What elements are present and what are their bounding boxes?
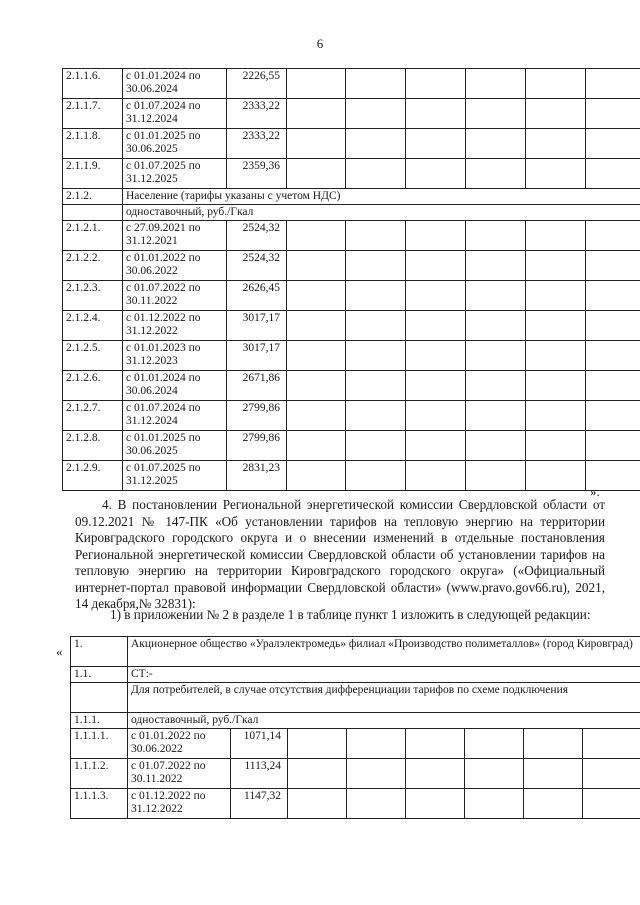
empty-cell (466, 401, 526, 431)
empty-cell (586, 311, 640, 341)
row-tariff-value: 1147,32 (231, 789, 288, 819)
empty-cell (406, 99, 466, 129)
empty-cell (346, 431, 406, 461)
empty-cell (346, 251, 406, 281)
empty-cell (465, 729, 524, 759)
empty-cell (465, 759, 524, 789)
row-tariff-value: 3017,17 (227, 341, 287, 371)
empty-cell (526, 99, 586, 129)
row-code: 1.1.1.3. (71, 789, 128, 819)
empty-cell (526, 221, 586, 251)
empty-cell (406, 341, 466, 371)
tariff-table-continued (62, 68, 640, 491)
table-row (71, 759, 640, 789)
empty-cell (346, 281, 406, 311)
empty-cell (346, 461, 406, 491)
period-end: 30.06.2022 (126, 265, 178, 277)
paragraph-4: 4. В постановлении Региональной энергетической комиссии Свердловской области от 09.12.2021 № 147-ПК «Об установлении тарифов на тепловую энергию на территории Кировградского городского округа и о внесении изменений в отдельные постановления Региональной энергетической комиссии Свердловской области об установлении тарифов на тепловую энергию на территории Кировградского городского округа» («Официальный интернет-портал правовой информации Свердловской области» (www.pravo.gov66.ru), 2021, 14 декабря,№ 32831): (75, 497, 605, 611)
row-code: 2.1.2.6. (63, 371, 123, 401)
period-end: 31.12.2021 (126, 235, 178, 247)
empty-cell (466, 69, 526, 99)
empty-cell (406, 129, 466, 159)
section-code: 2.1.2. (63, 189, 123, 205)
empty-cell (406, 69, 466, 99)
row-period (123, 311, 227, 341)
empty-cell (406, 461, 466, 491)
table-row (63, 99, 640, 129)
row-code: 2.1.2.5. (63, 341, 123, 371)
empty-cell (586, 341, 640, 371)
empty-cell (583, 729, 640, 759)
empty-cell (465, 789, 524, 819)
row-period (123, 281, 227, 311)
empty-cell (346, 401, 406, 431)
empty-cell (346, 311, 406, 341)
closing-quote: ». (590, 484, 600, 499)
empty-cell (347, 759, 406, 789)
empty-cell (526, 461, 586, 491)
empty-cell (524, 729, 583, 759)
table-row (71, 729, 640, 759)
period-end: 30.11.2022 (131, 773, 183, 785)
period-end: 31.12.2025 (126, 173, 178, 185)
empty-cell (346, 341, 406, 371)
row-tariff-value: 2799,86 (227, 431, 287, 461)
table-row (63, 69, 640, 99)
table-row (63, 341, 640, 371)
section-subtitle: одноставочный, руб./Гкал (123, 205, 640, 221)
empty-cell (526, 341, 586, 371)
period-end: 31.12.2022 (126, 325, 178, 337)
period-start: с 01.12.2022 по (131, 790, 206, 802)
empty-cell (288, 759, 347, 789)
row-period (123, 251, 227, 281)
empty-cell (406, 789, 465, 819)
period-start: с 01.01.2022 по (126, 252, 201, 264)
period-start: с 01.07.2025 по (126, 462, 201, 474)
row-code: 2.1.2.4. (63, 311, 123, 341)
org-name: Акционерное общество «Уралэлектромедь» филиал «Производство полиметаллов» (город Кировград) (128, 637, 640, 667)
row-tariff-value: 2524,32 (227, 221, 287, 251)
table-row (63, 401, 640, 431)
period-end: 31.12.2025 (126, 475, 178, 487)
empty-cell (287, 69, 346, 99)
section-title: Население (тарифы указаны с учетом НДС) (123, 189, 640, 205)
empty-cell (287, 251, 346, 281)
empty-cell (586, 159, 640, 189)
row-code: 2.1.2.1. (63, 221, 123, 251)
unit-code: 1.1.1. (71, 713, 128, 729)
empty-cell (526, 431, 586, 461)
empty-cell (288, 729, 347, 759)
empty-cell (586, 221, 640, 251)
empty-cell (346, 159, 406, 189)
empty-cell (583, 759, 640, 789)
empty-cell (346, 129, 406, 159)
empty-cell (287, 431, 346, 461)
period-end: 30.11.2022 (126, 295, 178, 307)
empty-cell (346, 221, 406, 251)
row-tariff-value: 2671,86 (227, 371, 287, 401)
empty-cell (466, 461, 526, 491)
row-code: 2.1.1.6. (63, 69, 123, 99)
empty-cell (466, 99, 526, 129)
period-end: 30.06.2024 (126, 83, 178, 95)
empty-cell (406, 729, 465, 759)
empty-cell (466, 221, 526, 251)
section-code-spacer (63, 205, 123, 221)
row-tariff-value: 3017,17 (227, 311, 287, 341)
period-start: с 01.07.2025 по (126, 160, 201, 172)
table-row (63, 431, 640, 461)
row-code: 1.1.1.2. (71, 759, 128, 789)
empty-cell (526, 371, 586, 401)
empty-cell (526, 69, 586, 99)
row-period (123, 461, 227, 491)
empty-cell (586, 99, 640, 129)
period-end: 30.06.2022 (131, 743, 183, 755)
empty-cell (287, 341, 346, 371)
row-tariff-value: 2333,22 (227, 99, 287, 129)
row-tariff-value: 2226,55 (227, 69, 287, 99)
empty-cell (287, 371, 346, 401)
period-start: с 01.01.2024 по (126, 372, 201, 384)
row-code: 2.1.2.9. (63, 461, 123, 491)
empty-cell (406, 159, 466, 189)
table-row (63, 461, 640, 491)
page-number: 6 (316, 36, 324, 51)
empty-cell (287, 281, 346, 311)
empty-cell (526, 281, 586, 311)
row-tariff-value: 2626,45 (227, 281, 287, 311)
row-tariff-value: 2333,22 (227, 129, 287, 159)
empty-cell (586, 401, 640, 431)
row-tariff-value: 1113,24 (231, 759, 288, 789)
period-start: с 27.09.2021 по (126, 222, 201, 234)
empty-cell (406, 281, 466, 311)
empty-cell (586, 129, 640, 159)
empty-cell (406, 371, 466, 401)
row-period (128, 759, 231, 789)
row-code: 1.1.1.1. (71, 729, 128, 759)
empty-cell (526, 251, 586, 281)
table-row (63, 221, 640, 251)
period-start: с 01.07.2022 по (126, 282, 201, 294)
empty-cell (466, 159, 526, 189)
row-period (123, 341, 227, 371)
period-end: 31.12.2024 (126, 415, 178, 427)
period-start: с 01.07.2022 по (131, 760, 206, 772)
system-note: Для потребителей, в случае отсутствия дифференциации тарифов по схеме подключения (128, 683, 640, 713)
period-end: 31.12.2022 (131, 803, 183, 815)
period-start: с 01.07.2024 по (126, 100, 201, 112)
period-start: с 01.12.2022 по (126, 312, 201, 324)
empty-cell (406, 431, 466, 461)
empty-cell (287, 221, 346, 251)
period-start: с 01.07.2024 по (126, 402, 201, 414)
period-end: 30.06.2025 (126, 143, 178, 155)
row-code: 2.1.1.9. (63, 159, 123, 189)
empty-cell (347, 789, 406, 819)
row-tariff-value: 2359,36 (227, 159, 287, 189)
empty-cell (406, 311, 466, 341)
org-code: 1. (71, 637, 128, 667)
empty-cell (287, 311, 346, 341)
system-code: 1.1. (71, 667, 128, 683)
empty-cell (406, 221, 466, 251)
row-tariff-value: 2524,32 (227, 251, 287, 281)
table-row (63, 311, 640, 341)
empty-cell (406, 401, 466, 431)
tariff-table-new-edition (70, 636, 640, 819)
empty-cell (466, 311, 526, 341)
row-tariff-value: 1071,14 (231, 729, 288, 759)
period-start: с 01.01.2024 по (126, 70, 201, 82)
row-tariff-value: 2799,86 (227, 401, 287, 431)
row-period (123, 99, 227, 129)
row-period (123, 69, 227, 99)
opening-quote: « (56, 644, 63, 659)
period-start: с 01.01.2023 по (126, 342, 201, 354)
empty-cell (346, 99, 406, 129)
empty-cell (526, 159, 586, 189)
empty-cell (287, 159, 346, 189)
empty-cell (466, 251, 526, 281)
empty-cell (526, 129, 586, 159)
row-code: 2.1.2.3. (63, 281, 123, 311)
row-period (128, 789, 231, 819)
row-period (128, 729, 231, 759)
period-start: с 01.01.2025 по (126, 432, 201, 444)
row-period (123, 371, 227, 401)
row-period (123, 401, 227, 431)
row-period (123, 221, 227, 251)
unit-label: одноставочный, руб./Гкал (128, 713, 640, 729)
period-start: с 01.01.2022 по (131, 730, 206, 742)
system-note-spacer (71, 683, 128, 713)
empty-cell (524, 759, 583, 789)
row-tariff-value: 2831,23 (227, 461, 287, 491)
empty-cell (287, 129, 346, 159)
row-code: 2.1.2.8. (63, 431, 123, 461)
table-row (63, 251, 640, 281)
period-end: 30.06.2025 (126, 445, 178, 457)
table-row (63, 159, 640, 189)
row-period (123, 129, 227, 159)
empty-cell (586, 69, 640, 99)
row-code: 2.1.1.7. (63, 99, 123, 129)
subparagraph-1: 1) в приложении № 2 в разделе 1 в таблице пункт 1 изложить в следующей редакции: (110, 607, 591, 622)
empty-cell (586, 431, 640, 461)
row-period (123, 431, 227, 461)
table-row (63, 281, 640, 311)
table-row (63, 129, 640, 159)
table-row (63, 371, 640, 401)
empty-cell (526, 401, 586, 431)
empty-cell (288, 789, 347, 819)
empty-cell (466, 341, 526, 371)
empty-cell (466, 431, 526, 461)
empty-cell (346, 69, 406, 99)
row-period (123, 159, 227, 189)
empty-cell (287, 99, 346, 129)
empty-cell (346, 371, 406, 401)
row-code: 2.1.1.8. (63, 129, 123, 159)
empty-cell (524, 789, 583, 819)
empty-cell (406, 759, 465, 789)
empty-cell (526, 311, 586, 341)
empty-cell (287, 461, 346, 491)
period-end: 31.12.2023 (126, 355, 178, 367)
empty-cell (583, 789, 640, 819)
empty-cell (287, 401, 346, 431)
empty-cell (466, 281, 526, 311)
empty-cell (466, 371, 526, 401)
row-code: 2.1.2.7. (63, 401, 123, 431)
row-code: 2.1.2.2. (63, 251, 123, 281)
table-row (71, 789, 640, 819)
empty-cell (586, 251, 640, 281)
empty-cell (406, 251, 466, 281)
period-end: 31.12.2024 (126, 113, 178, 125)
empty-cell (586, 281, 640, 311)
period-start: с 01.01.2025 по (126, 130, 201, 142)
empty-cell (347, 729, 406, 759)
empty-cell (466, 129, 526, 159)
empty-cell (586, 371, 640, 401)
period-end: 30.06.2024 (126, 385, 178, 397)
system-label: СТ:- (128, 667, 640, 683)
